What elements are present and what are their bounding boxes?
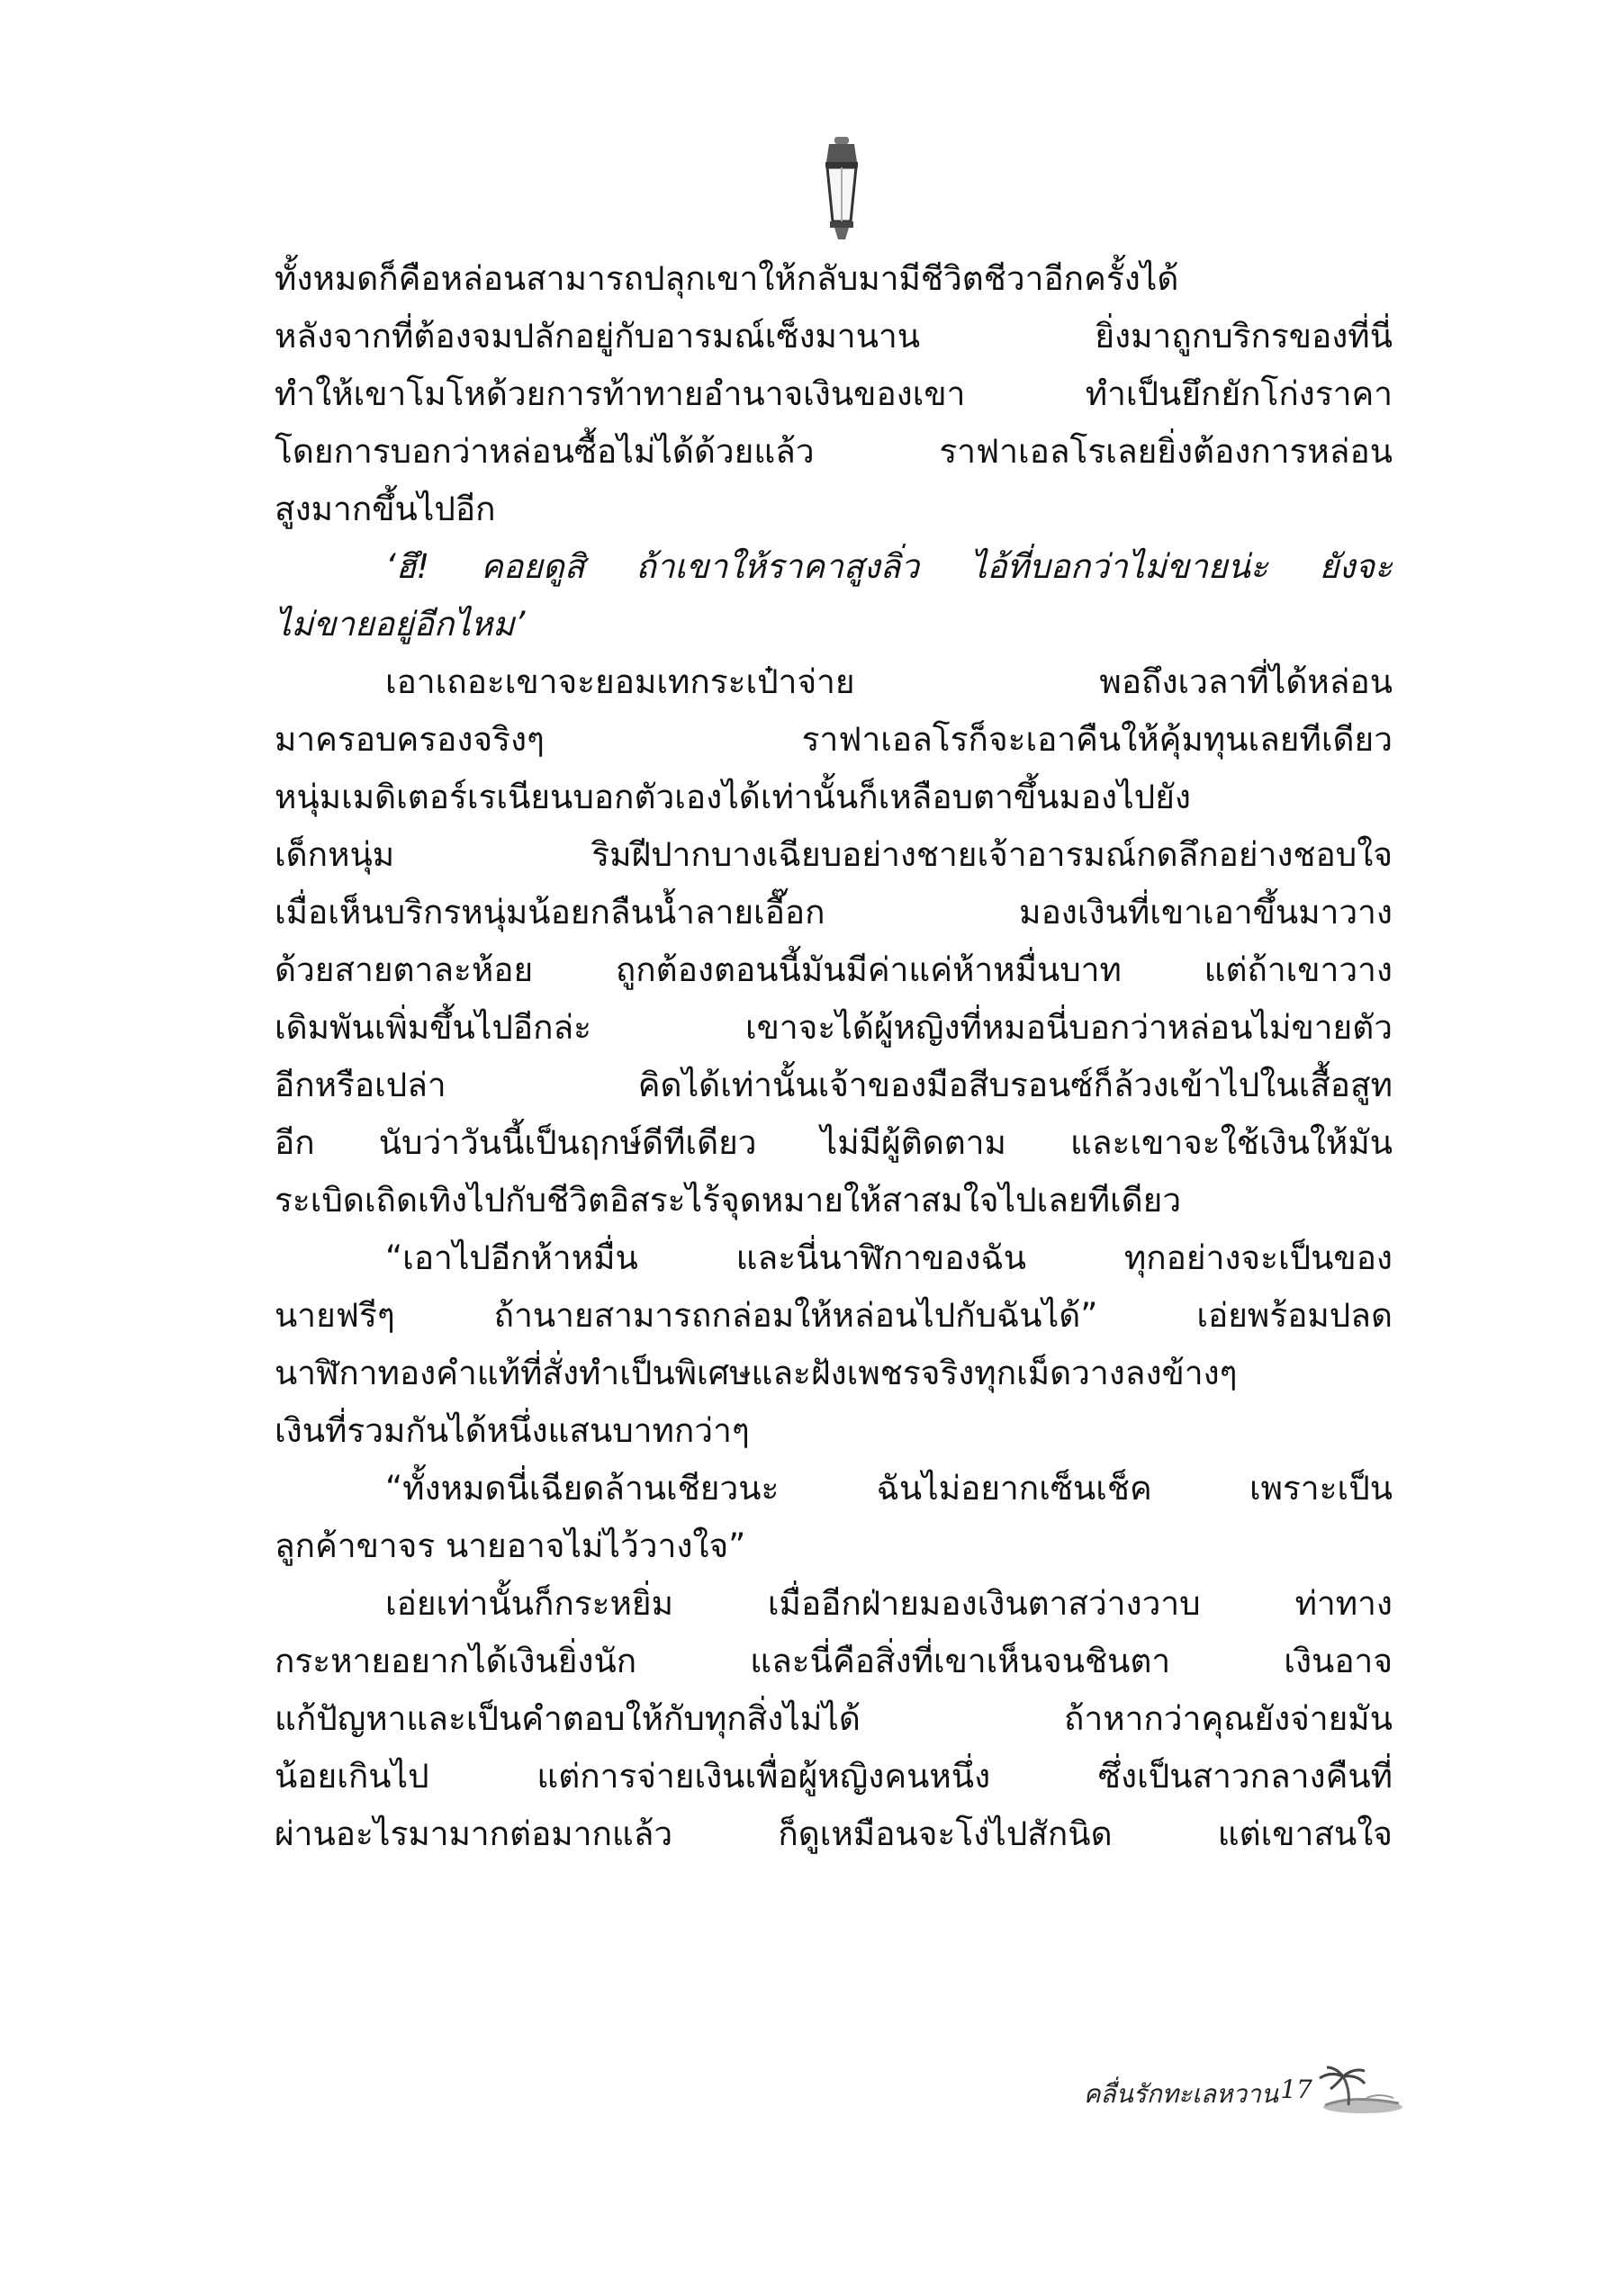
text-line: ระเบิดเถิดเทิงไปกับชีวิตอิสระไร้จุดหมายให้สาสมใจไปเลยทีเดียว: [275, 1181, 1182, 1220]
text-line: มาครอบครองจริงๆ ราฟาเอลโรก็จะเอาคืนให้คุ้มทุนเลยทีเดียว: [275, 720, 1393, 759]
text-line: ‘ฮึ! คอยดูสิ ถ้าเขาให้ราคาสูงลิ่ว ไอ้ที่บอกว่าไม่ขายน่ะ ยังจะ: [385, 547, 1393, 586]
page-number: 17: [1280, 2075, 1312, 2104]
text-line: อีก นับว่าวันนี้เป็นฤกษ์ดีทีเดียว ไม่มีผู้ติดตาม และเขาจะใช้เงินให้มัน: [275, 1123, 1393, 1162]
text-line: ผ่านอะไรมามากต่อมากแล้ว ก็ดูเหมือนจะโง่ไปสักนิด แต่เขาสนใจ: [275, 1814, 1393, 1853]
text-line: เงินที่รวมกันได้หนึ่งแสนบาทกว่าๆ: [275, 1411, 750, 1450]
text-line: ลูกค้าขาจร นายอาจไม่ไว้วางใจ”: [275, 1526, 746, 1565]
text-line: หนุ่มเมดิเตอร์เรเนียนบอกตัวเองได้เท่านั้นก็เหลือบตาขึ้นมองไปยัง: [275, 778, 1191, 816]
text-line: โดยการบอกว่าหล่อนซื้อไม่ได้ด้วยแล้ว ราฟาเอลโรเลยยิ่งต้องการหล่อน: [275, 432, 1393, 471]
page-footer: [954, 2066, 1404, 2120]
text-line: นายฟรีๆ ถ้านายสามารถกล่อมให้หล่อนไปกับฉันได้” เอ่ยพร้อมปลด: [275, 1296, 1393, 1335]
text-line: น้อยเกินไป แต่การจ่ายเงินเพื่อผู้หญิงคนหนึ่ง ซึ่งเป็นสาวกลางคืนที่: [275, 1757, 1393, 1796]
text-line: เดิมพันเพิ่มขึ้นไปอีกล่ะ เขาจะได้ผู้หญิงที่หมอนี่บอกว่าหล่อนไม่ขายตัว: [275, 1008, 1393, 1047]
text-line: แก้ปัญหาและเป็นคำตอบให้กับทุกสิ่งไม่ได้ ถ้าหากว่าคุณยังจ่ายมัน: [275, 1699, 1393, 1738]
text-line: หลังจากที่ต้องจมปลักอยู่กับอารมณ์เซ็งมานาน ยิ่งมาถูกบริกรของที่นี่: [275, 317, 1393, 356]
text-line: “เอาไปอีกห้าหมื่น และนี่นาฬิกาของฉัน ทุกอย่างจะเป็นของ: [385, 1238, 1393, 1277]
text-line: เมื่อเห็นบริกรหนุ่มน้อยกลืนน้ำลายเอื๊อก มองเงินที่เขาเอาขึ้นมาวาง: [275, 893, 1393, 932]
text-line: อีกหรือเปล่า คิดได้เท่านั้นเจ้าของมือสีบรอนซ์ก็ล้วงเข้าไปในเสื้อสูท: [275, 1066, 1393, 1104]
text-line: ทั้งหมดก็คือหล่อนสามารถปลุกเขาให้กลับมามีชีวิตชีวาอีกครั้งได้: [275, 259, 1179, 298]
text-line: ทำให้เขาโมโหด้วยการท้าทายอำนาจเงินของเขา ทำเป็นยึกยักโก่งราคา: [275, 374, 1393, 413]
text-line: ด้วยสายตาละห้อย ถูกต้องตอนนี้มันมีค่าแค่ห้าหมื่นบาท แต่ถ้าเขาวาง: [275, 950, 1393, 989]
lantern-icon: [821, 135, 862, 241]
text-line: เอ่ยเท่านั้นก็กระหยิ่ม เมื่ออีกฝ่ายมองเงินตาสว่างวาบ ท่าทาง: [385, 1584, 1393, 1623]
text-line: นาฬิกาทองคำแท้ที่สั่งทำเป็นพิเศษและฝังเพชรจริงทุกเม็ดวางลงข้างๆ: [275, 1354, 1238, 1392]
island-palm-icon: [1316, 2066, 1404, 2116]
body-text: [275, 250, 1393, 1863]
book-title: คลื่นรักทะเลหวาน: [1083, 2079, 1278, 2109]
text-line: เอาเถอะเขาจะยอมเทกระเป๋าจ่าย พอถึงเวลาที่ได้หล่อน: [385, 662, 1393, 701]
text-line: ไม่ขายอยู่อีกไหม’: [275, 605, 526, 644]
text-line: “ทั้งหมดนี่เฉียดล้านเชียวนะ ฉันไม่อยากเซ็นเช็ค เพราะเป็น: [385, 1469, 1393, 1508]
text-line: สูงมากขึ้นไปอีก: [275, 490, 496, 528]
text-line: เด็กหนุ่ม ริมฝีปากบางเฉียบอย่างชายเจ้าอารมณ์กดลึกอย่างชอบใจ: [275, 835, 1393, 874]
text-line: กระหายอยากได้เงินยิ่งนัก และนี่คือสิ่งที่เขาเห็นจนชินตา เงินอาจ: [275, 1642, 1393, 1680]
